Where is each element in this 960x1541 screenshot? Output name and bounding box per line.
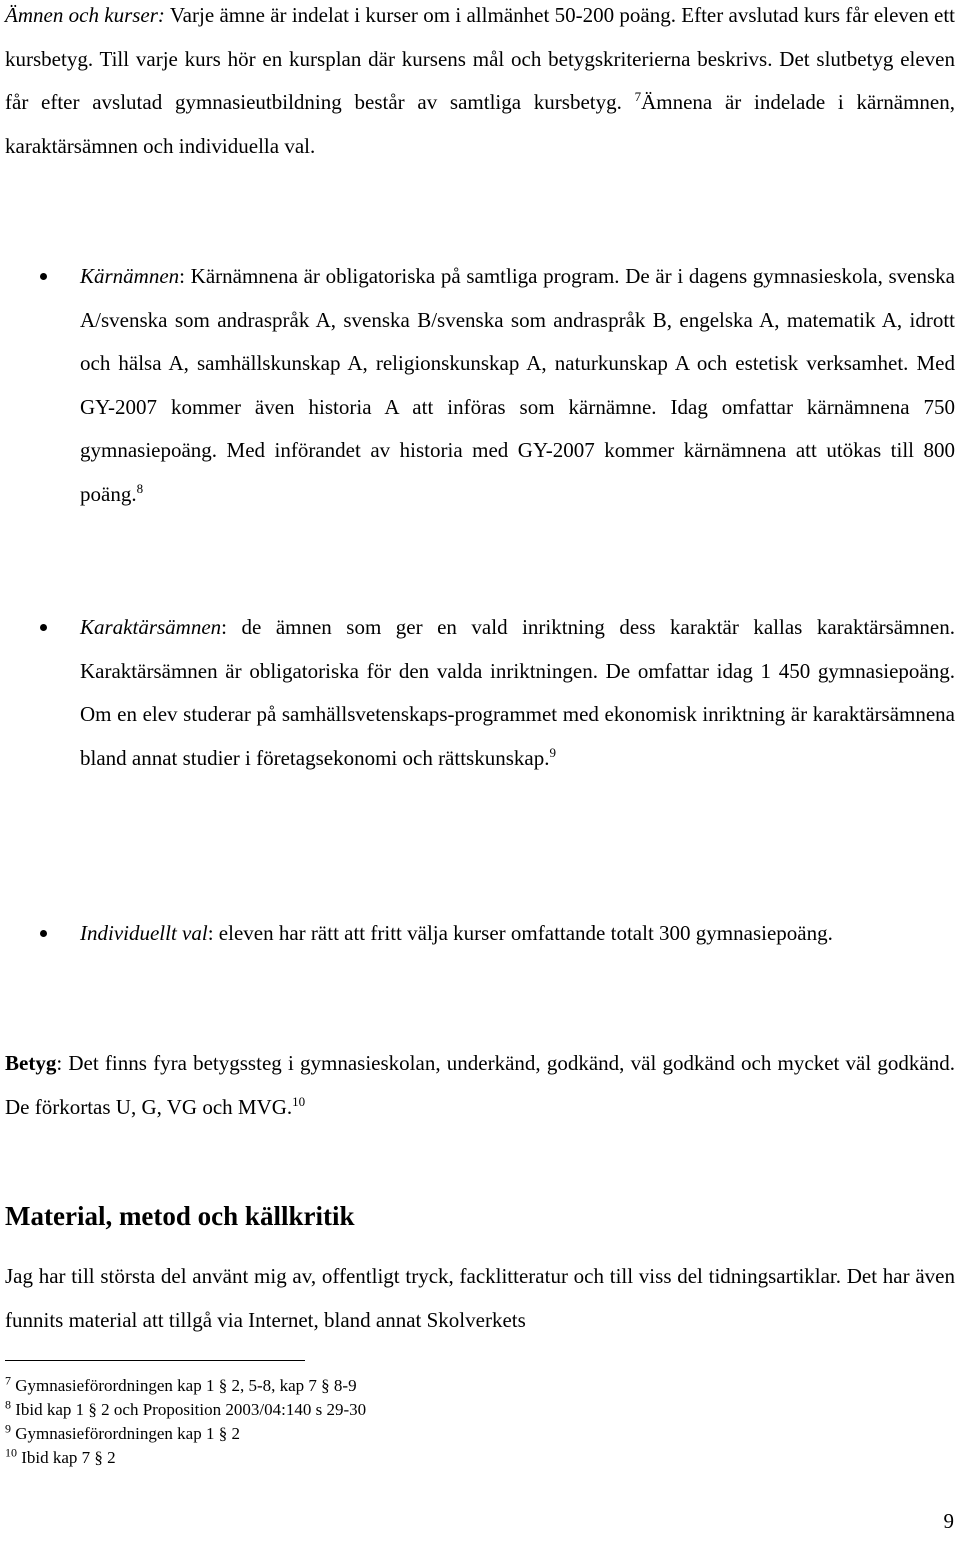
bullet-item-karaktarsamnen	[80, 606, 955, 780]
paragraph-betyg	[5, 1042, 955, 1129]
paragraph-text: : Det finns fyra betygssteg i gymnasieskolan, underkänd, godkänd, väl godkänd och mycket väl godkänd. De förkortas U, G, VG och MVG.	[5, 1051, 955, 1119]
paragraph-material: Jag har till största del använt mig av, offentligt tryck, facklitteratur och till viss del tidningsartiklar. Det har även funnits material att tillgå via Internet, bland annat Skolverkets	[5, 1264, 955, 1332]
footnote-number: 8	[5, 1397, 11, 1412]
page-number: 9	[943, 1509, 954, 1533]
bullet-dot-icon	[40, 273, 47, 280]
paragraph-text-continued: Ämnena är indelade i kärnämnen, karaktärsämnen och individuella val.	[5, 90, 955, 158]
footnote-text: Ibid kap 1 § 2 och Proposition 2003/04:140 s 29-30	[11, 1400, 367, 1419]
footnote-text: Gymnasieförordningen kap 1 § 2	[11, 1424, 240, 1443]
footnote-7	[5, 1374, 357, 1398]
bullet-marker	[37, 912, 49, 956]
term-betyg: Betyg	[5, 1051, 57, 1075]
term-amnen-och-kurser: Ämnen och kurser:	[5, 3, 165, 27]
bullet-item-karnamnen	[80, 255, 955, 516]
term-individuellt-val: Individuellt val	[80, 921, 208, 945]
footnote-ref-8[interactable]: 8	[136, 480, 144, 496]
footnote-separator	[5, 1360, 305, 1361]
footnote-ref-9[interactable]: 9	[549, 744, 556, 760]
footnote-ref-7[interactable]: 7	[634, 89, 642, 104]
bullet-text: : de ämnen som ger en vald inriktning dess karaktär kallas karaktärsämnen. Karaktärsämnen är obligatoriska för den valda inriktningen. De omfattar idag 1 450 gymnasiepoäng. Om en elev studerar på samhällsvetenskaps-programmet med ekonomisk inriktning är karaktärsämnena bland annat studier i företagsekonomi och rättskunskap.	[80, 615, 955, 770]
term-karaktarsamnen: Karaktärsämnen	[80, 615, 222, 639]
bullet-dot-icon	[40, 624, 47, 631]
footnote-ref-10[interactable]: 10	[292, 1093, 306, 1109]
bullet-dot-icon	[40, 930, 47, 937]
footnote-number: 10	[5, 1445, 17, 1460]
bullet-item-individuellt-val	[80, 912, 955, 956]
paragraph-text: Varje ämne är indelat i kurser om i allmänhet 50-200 poäng. Efter avslutad kurs får eleven ett kursbetyg. Till varje kurs hör en kursplan där kursens mål och betygskriterierna beskrivs. Det slutbetyg eleven får efter avslutad gymnasieutbildning består av samtliga kursbetyg.	[5, 3, 956, 114]
bullet-marker	[37, 606, 49, 650]
bullet-text: : eleven har rätt att fritt välja kurser omfattande totalt 300 gymnasiepoäng.	[207, 921, 833, 945]
paragraph-amnen-och-kurser	[5, 0, 955, 168]
footnote-9	[5, 1422, 240, 1446]
bullet-marker	[37, 255, 49, 299]
footnote-number: 7	[5, 1373, 11, 1388]
bullet-text: : Kärnämnena är obligatoriska på samtliga program. De är i dagens gymnasieskola, svenska A/svenska som andraspråk A, svenska B/svenska som andraspråk B, engelska A, matematik A, idrott och hälsa A, samhällskunskap A, religionskunskap A, naturkunskap A och estetisk verksamhet. Med GY-2007 kommer även historia A att införas som kärnämne. Idag omfattar kärnämnena 750 gymnasiepoäng. Med införandet av historia med GY-2007 kommer kärnämnena att utökas till 800 poäng.	[80, 264, 955, 506]
footnote-8	[5, 1398, 366, 1422]
term-karnamnen: Kärnämnen	[80, 264, 180, 288]
section-heading: Material, metod och källkritik	[5, 1201, 355, 1231]
footnote-text: Gymnasieförordningen kap 1 § 2, 5-8, kap 7 § 8-9	[11, 1376, 357, 1395]
footnote-number: 9	[5, 1421, 11, 1436]
footnote-text: Ibid kap 7 § 2	[17, 1448, 116, 1467]
footnote-10	[5, 1446, 116, 1470]
